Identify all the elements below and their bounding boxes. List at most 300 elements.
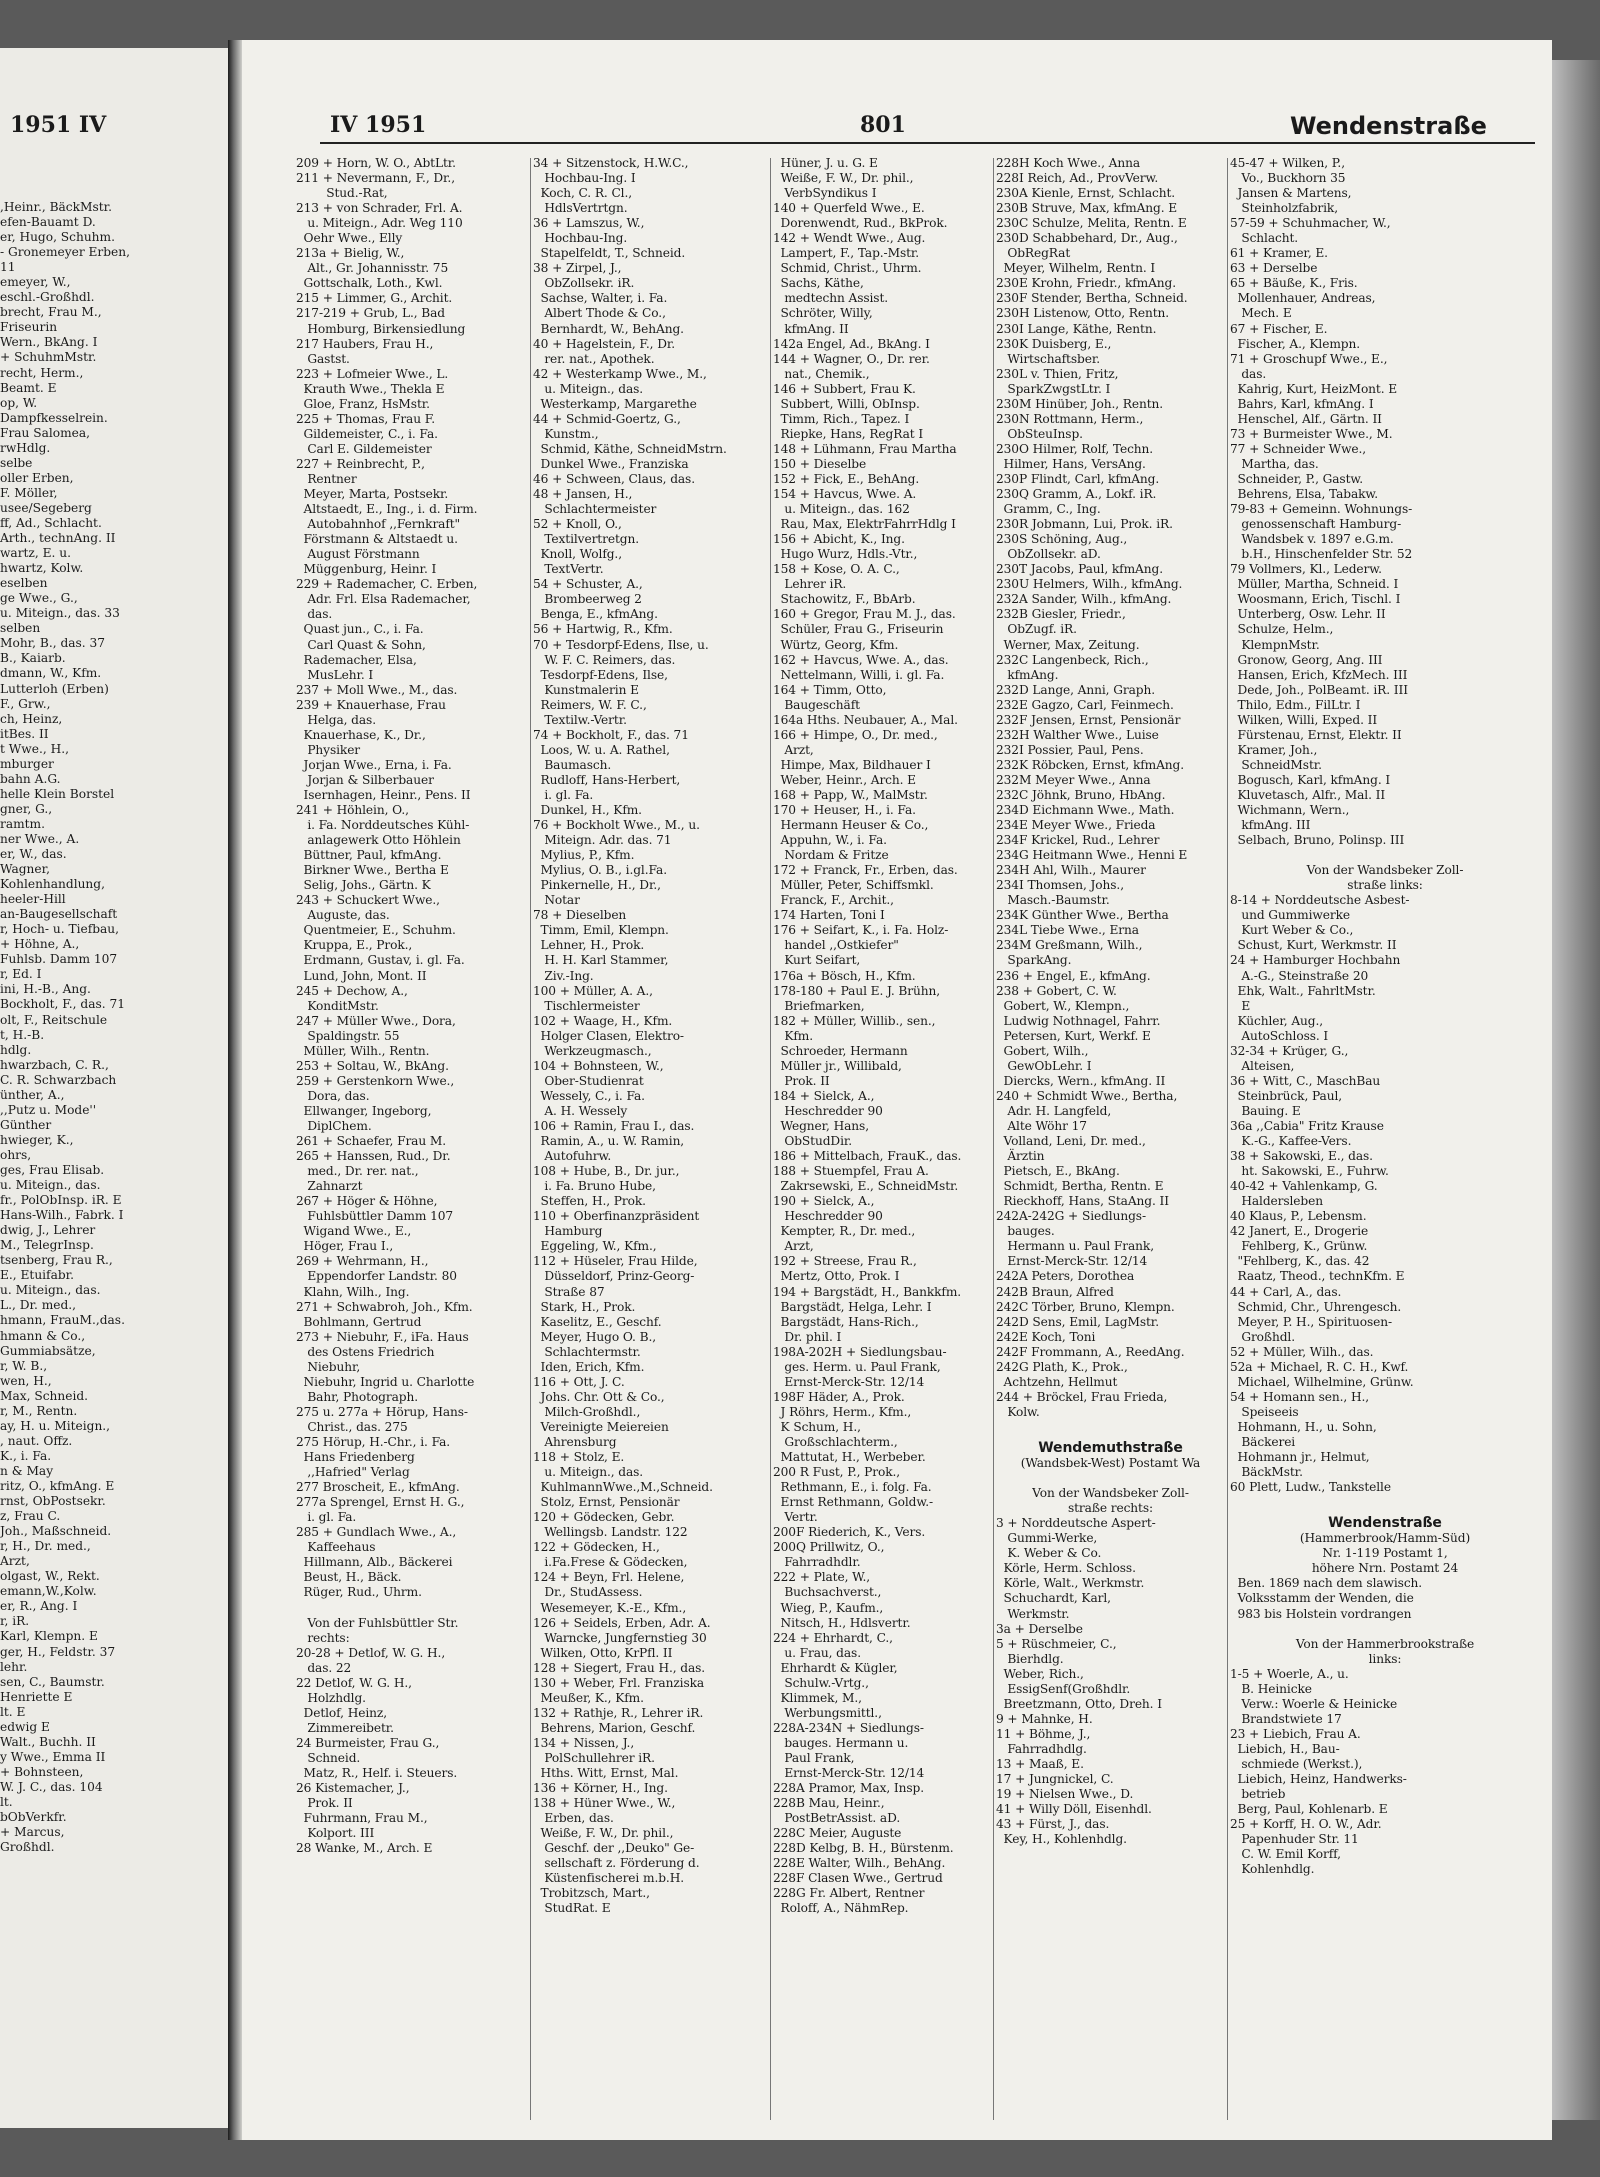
directory-entry-line: das. 22 <box>296 1660 352 1675</box>
directory-entry-line: Ober-Studienrat <box>533 1073 644 1088</box>
directory-entry-line: 232H Walther Wwe., Luise <box>996 727 1159 742</box>
directory-entry-line: i. Fa. Norddeutsches Kühl- <box>296 818 470 833</box>
directory-entry-line: lt. <box>0 1794 13 1809</box>
directory-entry-line: 104 + Bohnsteen, W., <box>533 1058 664 1073</box>
directory-entry-line: Wilken, Otto, KrPfl. II <box>533 1645 673 1660</box>
directory-entry-line: Thilo, Edm., FilLtr. I <box>1230 697 1361 712</box>
page-edge-shadow <box>1552 60 1600 2120</box>
directory-entry-line: Frau Salomea, <box>0 425 91 440</box>
directory-entry-line: i. Fa. Bruno Hube, <box>533 1179 656 1194</box>
directory-entry-line: 79-83 + Gemeinn. Wohnungs- <box>1230 502 1413 517</box>
directory-column-3 <box>773 156 991 2131</box>
directory-entry-line: 160 + Gregor, Frau M. J., das. <box>773 607 956 622</box>
directory-entry-line: Brandstwiete 17 <box>1230 1711 1342 1726</box>
directory-entry-line: AutoSchloss. I <box>1230 1028 1329 1043</box>
directory-entry-line: "Fehlberg, K., das. 42 <box>1230 1254 1370 1269</box>
directory-entry-line: Liebich, Heinz, Handwerks- <box>1230 1772 1407 1787</box>
directory-entry-line: brecht, Frau M., <box>0 305 102 320</box>
directory-entry-line: Dora, das. <box>296 1088 370 1103</box>
directory-entry-line: Fischer, A., Klempn. <box>1230 336 1360 351</box>
directory-entry-line: betrieb <box>1230 1787 1286 1802</box>
directory-entry-line: Sachs, Käthe, <box>773 276 864 291</box>
directory-entry-line: 259 + Gerstenkorn Wwe., <box>296 1073 455 1088</box>
directory-entry-line: u. Miteign., Adr. Weg 110 <box>296 216 463 231</box>
column-divider <box>530 158 531 2120</box>
directory-entry-line: Schlachtermeister <box>533 502 657 517</box>
directory-entry-line: r, Ed. I <box>0 967 42 982</box>
directory-entry-line: 230I Lange, Käthe, Rentn. <box>996 321 1157 336</box>
directory-entry-line: 158 + Kose, O. A. C., <box>773 562 900 577</box>
directory-entry-line: 237 + Moll Wwe., M., das. <box>296 682 458 697</box>
directory-entry-line: 63 + Derselbe <box>1230 261 1318 276</box>
directory-entry-line: Großhdl. <box>1230 1329 1295 1344</box>
directory-entry-line: n & May <box>0 1463 54 1478</box>
directory-entry-line: 242D Sens, Emil, LagMstr. <box>996 1314 1159 1329</box>
directory-entry-line: Briefmarken, <box>773 998 865 1013</box>
directory-entry-line: 232M Meyer Wwe., Anna <box>996 772 1151 787</box>
directory-entry-line: E <box>1230 998 1251 1013</box>
directory-entry-line: Körle, Walt., Werkmstr. <box>996 1576 1145 1591</box>
directory-entry-line: 277a Sprengel, Ernst H. G., <box>296 1495 465 1510</box>
directory-entry-line: 241 + Höhlein, O., <box>296 803 409 818</box>
section-note: (Wandsbek-West) Postamt Wa <box>1020 1456 1201 1471</box>
directory-entry-line: Kolport. III <box>296 1826 375 1841</box>
directory-entry-line: Steffen, H., Prok. <box>533 1194 646 1209</box>
directory-entry-line: i.Fa.Frese & Gödecken, <box>533 1555 688 1570</box>
directory-entry-line: usee/Segeberg <box>0 500 92 515</box>
directory-entry-line: KuhlmannWwe.,M.,Schneid. <box>533 1480 713 1495</box>
directory-entry-line: Carl E. Gildemeister <box>296 441 432 456</box>
directory-entry-line: , naut. Offz. <box>0 1433 73 1448</box>
directory-entry-line: Kluvetasch, Alfr., Mal. II <box>1230 787 1386 802</box>
directory-entry-line: Helga, das. <box>296 712 376 727</box>
directory-entry-line: Schmid, Käthe, SchneidMstrn. <box>533 441 727 456</box>
directory-entry-line: Müller, Wilh., Rentn. <box>296 1043 430 1058</box>
directory-entry-line: Warncke, Jungfernstieg 30 <box>533 1630 707 1645</box>
directory-entry-line: 242F Frommann, A., ReedAng. <box>996 1344 1185 1359</box>
directory-entry-line: Liebich, H., Bau- <box>1230 1741 1340 1756</box>
directory-entry-line: Schüler, Frau G., Friseurin <box>773 622 944 637</box>
directory-entry-line: Christ., das. 275 <box>296 1419 408 1434</box>
section-note: links: <box>1368 1651 1402 1666</box>
directory-entry-line: 166 + Himpe, O., Dr. med., <box>773 727 938 742</box>
directory-entry-line: - Gronemeyer Erben, <box>0 245 130 260</box>
directory-entry-line: Wigand Wwe., E., <box>296 1224 412 1239</box>
directory-entry-line: er, R., Ang. I <box>0 1599 78 1614</box>
directory-entry-line: Karl, Klempn. E <box>0 1629 98 1644</box>
directory-entry-line: 38 + Sakowski, E., das. <box>1230 1149 1373 1164</box>
directory-column-4 <box>996 156 1225 2131</box>
directory-entry-line: Bargstädt, Hans-Rich., <box>773 1314 919 1329</box>
directory-entry-line: Subbert, Willi, ObInsp. <box>773 396 920 411</box>
directory-entry-line: 242A-242G + Siedlungs- <box>996 1209 1146 1224</box>
directory-entry-line: 230B Struve, Max, kfmAng. E <box>996 201 1178 216</box>
directory-entry-line: A.-G., Steinstraße 20 <box>1230 968 1369 983</box>
directory-entry-line: handel ,,Ostkiefer" <box>773 938 899 953</box>
directory-entry-line: Miteign. Adr. das. 71 <box>533 833 672 848</box>
directory-entry-line: 275 u. 277a + Hörup, Hans- <box>296 1404 468 1419</box>
directory-entry-line: 228D Kelbg, B. H., Bürstenm. <box>773 1841 954 1856</box>
directory-entry-line: Hohmann, H., u. Sohn, <box>1230 1419 1377 1434</box>
directory-entry-line: Bahrs, Karl, kfmAng. I <box>1230 396 1374 411</box>
directory-entry-line: 238 + Gobert, C. W. <box>996 983 1117 998</box>
directory-entry-line: 36a ,,Cabia" Fritz Krause <box>1230 1119 1384 1133</box>
directory-entry-line: L., Dr. med., <box>0 1298 77 1313</box>
directory-entry-line: 242A Peters, Dorothea <box>996 1269 1135 1284</box>
directory-entry-line: 230C Schulze, Melita, Rentn. E <box>996 216 1187 231</box>
page-number: 801 <box>860 112 906 138</box>
directory-entry-line: hmann, FrauM.,das. <box>0 1313 125 1328</box>
directory-entry-line: Achtzehn, Hellmut <box>996 1374 1118 1389</box>
directory-entry-line: PostBetrAssist. aD. <box>773 1811 901 1826</box>
directory-entry-line: 44 + Carl, A., das. <box>1230 1284 1342 1299</box>
directory-entry-line: Appuhn, W., i. Fa. <box>773 833 887 848</box>
directory-entry-line: 240 + Schmidt Wwe., Bertha, <box>996 1088 1178 1103</box>
directory-entry-line: Weiße, F. W., Dr. phil., <box>773 171 914 186</box>
directory-entry-line: 230R Jobmann, Lui, Prok. iR. <box>996 517 1173 532</box>
directory-entry-line: Friseurin <box>0 320 58 335</box>
directory-entry-line: 19 + Nielsen Wwe., D. <box>996 1787 1134 1802</box>
directory-entry-line: wartz, E. u. <box>0 546 71 561</box>
directory-entry-line: Diercks, Wern., kfmAng. II <box>996 1073 1166 1088</box>
directory-entry-line: Bohlmann, Gertrud <box>296 1314 422 1329</box>
directory-entry-line <box>996 1420 1225 1435</box>
directory-entry-line: H. H. Karl Stammer, <box>533 953 669 968</box>
directory-entry-line: 3 + Norddeutsche Aspert- <box>996 1516 1156 1531</box>
directory-entry-line: Papenhuder Str. 11 <box>1230 1832 1359 1847</box>
directory-entry-line: Benga, E., kfmAng. <box>533 607 658 622</box>
directory-entry-line: t, H.-B. <box>0 1027 45 1042</box>
directory-entry-line: 234H Ahl, Wilh., Maurer <box>996 863 1146 878</box>
directory-entry-line: GewObLehr. I <box>996 1058 1092 1073</box>
directory-entry-line: Fuhlsb. Damm 107 <box>0 952 118 967</box>
directory-entry-line: r, H., Dr. med., <box>0 1539 91 1554</box>
directory-entry-line: 32-34 + Krüger, G., <box>1230 1043 1349 1058</box>
directory-entry-line: eschl.-Großhdl. <box>0 290 95 305</box>
directory-entry-line: Stolz, Ernst, Pensionär <box>533 1495 680 1510</box>
directory-entry-line: Bogusch, Karl, kfmAng. I <box>1230 772 1391 787</box>
directory-entry-line: Mylius, P., Kfm. <box>533 848 635 863</box>
directory-entry-line: Arzt, <box>773 742 814 757</box>
directory-entry-line: 273 + Niebuhr, F., iFa. Haus <box>296 1329 469 1344</box>
book-gutter <box>228 40 242 2140</box>
directory-entry-line: Bahr, Photograph. <box>296 1389 418 1404</box>
directory-entry-line: Hillmann, Alb., Bäckerei <box>296 1555 453 1570</box>
directory-entry-line: 45-47 + Wilken, P., <box>1230 156 1345 170</box>
directory-entry-line: Lehner, H., Prok. <box>533 938 645 953</box>
directory-entry-line: Stachowitz, F., BbArb. <box>773 592 916 607</box>
directory-entry-line: Riepke, Hans, RegRat I <box>773 426 924 441</box>
directory-entry-line: KlempnMstr. <box>1230 637 1320 652</box>
directory-entry-line: 38 + Zirpel, J., <box>533 261 622 276</box>
directory-entry-line: 146 + Subbert, Frau K. <box>773 381 916 396</box>
directory-entry-line: ht. Sakowski, E., Fuhrw. <box>1230 1164 1389 1179</box>
directory-entry-line: itBes. II <box>0 726 49 741</box>
directory-entry-line: emeyer, W., <box>0 275 71 290</box>
directory-entry-line: Masch.-Baumstr. <box>996 893 1110 908</box>
directory-entry-line: Fehlberg, K., Grünw. <box>1230 1239 1368 1254</box>
directory-entry-line: 52 + Knoll, O., <box>533 517 622 532</box>
directory-entry-line: Vertr. <box>773 1510 818 1525</box>
directory-entry-line: Koch, C. R. Cl., <box>533 186 633 201</box>
directory-entry-line: 172 + Franck, Fr., Erben, das. <box>773 863 958 878</box>
directory-entry-line: 28 Wanke, M., Arch. E <box>296 1841 433 1856</box>
directory-entry-line: 234G Heitmann Wwe., Henni E <box>996 848 1188 863</box>
directory-entry-line: StudRat. E <box>533 1901 611 1916</box>
directory-entry-line: 234L Tiebe Wwe., Erna <box>996 923 1139 938</box>
directory-entry-line: hwarzbach, C. R., <box>0 1057 109 1072</box>
directory-entry-line: Arth., technAng. II <box>0 531 116 546</box>
directory-entry-line: 230E Krohn, Friedr., kfmAng. <box>996 276 1177 291</box>
directory-entry-line: 234K Günther Wwe., Bertha <box>996 908 1169 923</box>
directory-entry-line: rnst, ObPostsekr. <box>0 1494 106 1509</box>
directory-entry-line: 230Q Gramm, A., Lokf. iR. <box>996 487 1157 502</box>
directory-entry-line: 247 + Müller Wwe., Dora, <box>296 1013 456 1028</box>
directory-entry-line: 122 + Gödecken, H., <box>533 1540 660 1555</box>
directory-entry-line: Fuhlsbüttler Damm 107 <box>296 1209 454 1224</box>
directory-entry-line: Mohr, B., das. 37 <box>0 636 106 651</box>
directory-entry-line: 200Q Prillwitz, O., <box>773 1540 885 1555</box>
directory-entry-line: Haldersleben <box>1230 1194 1323 1209</box>
directory-entry-line: Walt., Buchh. II <box>0 1734 96 1749</box>
directory-entry-line: 120 + Gödecken, Gebr. <box>533 1510 675 1525</box>
directory-entry-line: i. gl. Fa. <box>533 787 594 802</box>
directory-entry-line: 186 + Mittelbach, FrauK., das. <box>773 1149 962 1164</box>
directory-entry-line: hmann & Co., <box>0 1328 86 1343</box>
directory-entry-line: BäckMstr. <box>1230 1465 1303 1480</box>
directory-entry-line: 40 + Hagelstein, F., Dr. <box>533 336 676 351</box>
directory-entry-line: 225 + Thomas, Frau F. <box>296 411 435 426</box>
directory-entry-line: Zimmereibetr. <box>296 1720 394 1735</box>
directory-entry-line: 71 + Groschupf Wwe., E., <box>1230 351 1388 366</box>
directory-entry-line: 184 + Sielck, A., <box>773 1088 875 1103</box>
directory-entry-line: ObZugf. iR. <box>996 622 1077 637</box>
directory-entry-line: Notar <box>533 893 580 908</box>
directory-entry-line: z, Frau C. <box>0 1509 61 1524</box>
directory-entry-line: 239 + Knauerhase, Frau <box>296 697 446 712</box>
directory-entry-line: Müller, Martha, Schneid. I <box>1230 577 1399 592</box>
directory-entry-line: Hans-Wilh., Fabrk. I <box>0 1208 124 1223</box>
directory-entry-line: 156 + Abicht, K., Ing. <box>773 532 905 547</box>
directory-entry-line: Fuhrmann, Frau M., <box>296 1811 428 1826</box>
directory-entry-line: op, W. <box>0 395 38 410</box>
directory-entry-line: Kurt Seifart, <box>773 953 861 968</box>
section-note: straße links: <box>1347 878 1423 893</box>
directory-entry-line: Ehk, Walt., FahrltMstr. <box>1230 983 1376 998</box>
directory-entry-line: 182 + Müller, Willib., sen., <box>773 1013 936 1028</box>
directory-entry-line: Ernst Rethmann, Goldw.- <box>773 1495 934 1510</box>
directory-entry-line: Eggeling, W., Kfm., <box>533 1239 657 1254</box>
directory-entry-line: Dunkel Wwe., Franziska <box>533 456 689 471</box>
directory-entry-line: Rademacher, Elsa, <box>296 652 417 667</box>
directory-entry-line: 269 + Wehrmann, H., <box>296 1254 429 1269</box>
directory-entry-line: DiplChem. <box>296 1119 372 1133</box>
directory-entry-line: 178-180 + Paul E. J. Brühn, <box>773 983 940 998</box>
directory-entry-line: Auguste, das. <box>296 908 390 923</box>
directory-entry-line: Henriette E <box>0 1689 73 1704</box>
directory-entry-line: Müller jr., Willibald, <box>773 1058 902 1073</box>
directory-entry-line: 11 <box>0 260 16 275</box>
directory-entry-line: 230F Stender, Bertha, Schneid. <box>996 291 1188 306</box>
directory-entry-line: 211 + Nevermann, F., Dr., <box>296 171 455 186</box>
directory-entry-line: u. Miteign., das. 162 <box>773 502 910 517</box>
directory-entry-line: Krauth Wwe., Thekla E <box>296 381 445 396</box>
directory-entry-line: 983 bis Holstein vordrangen <box>1230 1606 1412 1621</box>
directory-entry-line: 200F Riederich, K., Vers. <box>773 1525 926 1540</box>
directory-entry-line: 61 + Kramer, E. <box>1230 246 1328 261</box>
directory-entry-line: 232A Sander, Wilh., kfmAng. <box>996 592 1172 607</box>
directory-entry-line: Stark, H., Prok. <box>533 1299 636 1314</box>
directory-entry-line: Alt., Gr. Johannisstr. 75 <box>296 261 449 276</box>
directory-entry-line: Beust, H., Bäck. <box>296 1570 402 1585</box>
section-note: Von der Hammerbrookstraße <box>1295 1636 1475 1651</box>
directory-entry-line: 228A Pramor, Max, Insp. <box>773 1781 925 1796</box>
directory-entry-line: ünther, A., <box>0 1087 65 1102</box>
directory-entry-line: 271 + Schwabroh, Joh., Kfm. <box>296 1299 473 1314</box>
directory-entry-line: Woosmann, Erich, Tischl. I <box>1230 592 1401 607</box>
directory-entry-line: Weiße, F. W., Dr. phil., <box>533 1826 674 1841</box>
directory-entry-line: 134 + Nissen, J., <box>533 1735 635 1750</box>
directory-entry-line: t Wwe., H., <box>0 741 69 756</box>
directory-entry-line: Niebuhr, <box>296 1359 361 1374</box>
directory-entry-line: Arzt, <box>773 1239 814 1254</box>
directory-entry-line: 188 + Stuempfel, Frau A. <box>773 1164 929 1179</box>
directory-entry-line: 128 + Siegert, Frau H., das. <box>533 1660 706 1675</box>
directory-entry-line: nat., Chemik., <box>773 366 870 381</box>
directory-entry-line: Wieg, P., Kaufm., <box>773 1600 884 1615</box>
directory-entry-line: 230D Schabbehard, Dr., Aug., <box>996 231 1178 246</box>
directory-entry-line: bauges. <box>996 1224 1055 1239</box>
directory-entry-line: Franck, F., Archit., <box>773 893 894 908</box>
directory-entry-line: 229 + Rademacher, C. Erben, <box>296 577 478 592</box>
directory-entry-line: 213 + von Schrader, Frl. A. <box>296 201 463 216</box>
directory-entry-line: Hans Friedenberg <box>296 1450 415 1465</box>
directory-entry-line: Stapelfeldt, T., Schneid. <box>533 246 686 261</box>
directory-entry-line: lehr. <box>0 1659 28 1674</box>
directory-entry-line: Behrens, Marion, Geschf. <box>533 1720 696 1735</box>
directory-entry-line: F., Grw., <box>0 696 51 711</box>
directory-entry-line: Isernhagen, Heinr., Pens. II <box>296 787 471 802</box>
directory-entry-line: Meußer, K., Kfm. <box>533 1690 644 1705</box>
directory-entry-line: olt, F., Reitschule <box>0 1012 108 1027</box>
directory-entry-line: 36 + Lamszus, W., <box>533 216 645 231</box>
directory-entry-line: Baugeschäft <box>773 697 860 712</box>
directory-entry-line: an-Baugesellschaft <box>0 907 118 922</box>
directory-entry-line: A. H. Wessely <box>533 1103 628 1118</box>
directory-entry-line: 108 + Hube, B., Dr. jur., <box>533 1164 680 1179</box>
directory-entry-line: 228I Reich, Ad., ProvVerw. <box>996 171 1159 186</box>
directory-entry-line: Geschf. der ,,Deuko" Ge- <box>533 1841 695 1856</box>
directory-entry-line: 130 + Weber, Frl. Franziska <box>533 1675 705 1690</box>
directory-entry-line: und Gummiwerke <box>1230 908 1350 923</box>
directory-entry-line: Unterberg, Osw. Lehr. II <box>1230 607 1386 622</box>
directory-entry-line: rer. nat., Apothek. <box>533 351 655 366</box>
directory-entry-line: 54 + Schuster, A., <box>533 577 643 592</box>
directory-entry-line: 46 + Schween, Claus, das. <box>533 471 695 486</box>
directory-entry-line: Autofuhrw. <box>533 1149 612 1164</box>
directory-entry-line: sen, C., Baumstr. <box>0 1674 105 1689</box>
directory-entry-line: 44 + Schmid-Goertz, G., <box>533 411 681 426</box>
directory-entry-line: 162 + Havcus, Wwe. A., das. <box>773 652 949 667</box>
directory-entry-line: 230S Schöning, Aug., <box>996 532 1128 547</box>
directory-entry-line: Albert Thode & Co., <box>533 306 666 321</box>
directory-entry-line: 77 + Schneider Wwe., <box>1230 441 1367 456</box>
directory-entry-line: Düsseldorf, Prinz-Georg- <box>533 1269 695 1284</box>
directory-entry-line: 194 + Bargstädt, H., Bankkfm. <box>773 1284 962 1299</box>
directory-entry-line: Textilw.-Vertr. <box>533 712 627 727</box>
directory-entry-line: 230H Listenow, Otto, Rentn. <box>996 306 1170 321</box>
directory-entry-line: Ernst-Merck-Str. 12/14 <box>996 1254 1148 1269</box>
directory-entry-line: PolSchullehrer iR. <box>533 1750 655 1765</box>
directory-entry-line: 100 + Müller, A. A., <box>533 983 653 998</box>
directory-entry-line: Baumasch. <box>533 757 612 772</box>
directory-entry-line: 42 Janert, E., Drogerie <box>1230 1224 1369 1239</box>
directory-entry-line: 232E Gagzo, Carl, Feinmech. <box>996 697 1174 712</box>
directory-entry-line: Joh., Maßschneid. <box>0 1524 112 1539</box>
directory-entry-line: Westerkamp, Margarethe <box>533 396 697 411</box>
directory-entry-line: Ärztin <box>996 1149 1045 1164</box>
directory-entry-line: Johs. Chr. Ott & Co., <box>533 1389 665 1404</box>
directory-entry-line: Buchsachverst., <box>773 1585 882 1600</box>
directory-entry-line: Vereinigte Meiereien <box>533 1419 669 1434</box>
directory-entry-line: 244 + Bröckel, Frau Frieda, <box>996 1389 1168 1404</box>
directory-entry-line: ge Wwe., G., <box>0 591 78 606</box>
directory-entry-line: hwieger, K., <box>0 1132 74 1147</box>
directory-entry-line: Förstmann & Altstaedt u. <box>296 532 458 547</box>
directory-entry-line: 236 + Engel, E., kfmAng. <box>996 968 1151 983</box>
directory-entry-line: Alteisen, <box>1230 1058 1295 1073</box>
directory-entry-line: Hamburg <box>533 1224 603 1239</box>
section-note: Von der Wandsbeker Zoll- <box>1306 863 1464 878</box>
directory-entry-line: ,Heinr., BäckMstr. <box>0 200 112 214</box>
directory-entry-line: 8-14 + Norddeutsche Asbest- <box>1230 893 1410 908</box>
directory-entry-line: Mylius, O. B., i.gl.Fa. <box>533 863 667 878</box>
directory-entry-line: 57-59 + Schuhmacher, W., <box>1230 216 1391 231</box>
directory-entry-line: rwHdlg. <box>0 440 51 455</box>
directory-entry-line: Homburg, Birkensiedlung <box>296 321 466 336</box>
directory-entry-line: Himpe, Max, Bildhauer I <box>773 757 931 772</box>
directory-entry-line: 34 + Sitzenstock, H.W.C., <box>533 156 689 170</box>
directory-entry-line: Zakrsewski, E., SchneidMstr. <box>773 1179 959 1194</box>
directory-entry-line: Kohlenhdlg. <box>1230 1862 1315 1877</box>
directory-entry-line: J Röhrs, Herm., Kfm., <box>773 1404 912 1419</box>
directory-entry-line: Gummiabsätze, <box>0 1343 96 1358</box>
directory-entry-line: 150 + Dieselbe <box>773 456 867 471</box>
directory-entry-line: Steinbrück, Paul, <box>1230 1088 1343 1103</box>
directory-entry-line: Rau, Max, ElektrFahrrHdlg I <box>773 517 956 532</box>
directory-entry-line: Roloff, A., NähmRep. <box>773 1901 909 1916</box>
directory-entry-line: Werbungsmittl., <box>773 1705 882 1720</box>
directory-entry-line: 73 + Burmeister Wwe., M. <box>1230 426 1393 441</box>
directory-entry-line: Gobert, Wilh., <box>996 1043 1089 1058</box>
directory-entry-line: ff, Ad., Schlacht. <box>0 515 102 530</box>
directory-entry-line: 267 + Höger & Höhne, <box>296 1194 438 1209</box>
directory-entry-line: Ernst-Merck-Str. 12/14 <box>773 1374 925 1389</box>
directory-entry-line: 213a + Bielig, W., <box>296 246 405 261</box>
directory-entry-line: Schmid, Chr., Uhrengesch. <box>1230 1299 1402 1314</box>
directory-entry-line: anlagewerk Otto Höhlein <box>296 833 461 848</box>
directory-entry-line: Kunstmalerin E <box>533 682 639 697</box>
directory-entry-line: Gronow, Georg, Ang. III <box>1230 652 1383 667</box>
directory-entry-line: 234M Greßmann, Wilh., <box>996 938 1143 953</box>
directory-entry-line: Wegner, Hans, <box>773 1119 869 1133</box>
directory-entry-line: Eppendorfer Landstr. 80 <box>296 1269 457 1284</box>
directory-entry-line: Rentner <box>296 471 357 486</box>
directory-entry-line: u. Miteign., das. <box>0 1178 101 1193</box>
directory-entry-line: Bernhardt, W., BehAng. <box>533 321 684 336</box>
directory-entry-line: Straße 87 <box>533 1284 605 1299</box>
directory-entry-line: 232D Lange, Anni, Graph. <box>996 682 1155 697</box>
